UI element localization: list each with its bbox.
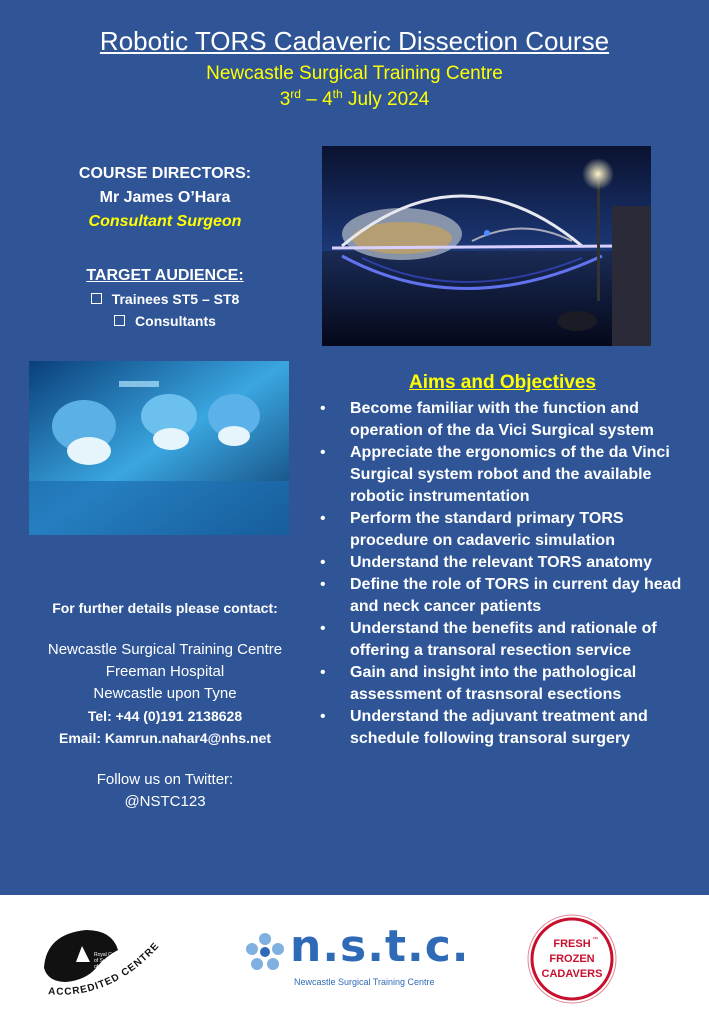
contact-phone: Tel: +44 (0)191 2138628 [87,708,243,724]
director-role: Consultant Surgeon [88,213,242,230]
list-item: • Understand the relevant TORS anatomy [310,552,695,574]
cadaver-line: FROZEN [549,953,595,965]
trademark-mark: ™ [592,937,598,943]
rcs-name-line: of England [94,964,118,970]
cadaver-line: CADAVERS [541,968,603,980]
checkbox-icon [91,293,102,304]
rcs-accredited-logo [36,916,176,1011]
checkbox-icon [114,315,125,326]
date-start-suffix: rd [290,87,301,101]
fresh-frozen-cadavers-logo [522,909,622,1009]
twitter-label: Follow us on Twitter: [96,771,234,788]
contact-details [0,597,330,813]
surgeons-photo [29,361,289,535]
rcs-name-line: Royal College [94,952,126,958]
audience-item [40,310,290,332]
cadaver-line: FRESH [553,938,591,950]
contact-org: Newcastle Surgical Training Centre [47,641,283,658]
footer-logos [0,895,709,1024]
list-item: • Perform the standard primary TORS procedure on cadaveric simulation [310,508,695,552]
surgeons-image [29,361,289,535]
list-item: • Understand the benefits and rationale of offering a transoral resection service [310,618,695,662]
list-item: • Define the role of TORS in current day head and neck cancer patients [310,574,695,618]
contact-city: Newcastle upon Tyne [93,685,237,702]
nstc-caption: Newcastle Surgical Training Centre [294,977,435,987]
contact-heading: For further details please contact: [52,600,278,616]
nstc-logo-text: n.s.t.c. [290,921,470,972]
aims-list [310,398,695,750]
spacer [0,749,330,769]
target-audience [40,264,290,332]
audience-item-label: Consultants [135,313,216,329]
spacer [0,619,330,639]
aims-objectives [310,372,695,750]
date-end-suffix: th [332,87,343,101]
bridge-night-image [322,146,651,346]
rcs-arc-text: ACCREDITED CENTRE [47,940,162,998]
directors-heading: COURSE DIRECTORS: [78,165,252,182]
director-name: Mr James O’Hara [99,189,231,206]
list-item: • Appreciate the ergonomics of the da Vinci Surgical system robot and the available robotic instrumentation [310,442,695,508]
nstc-logo [244,919,470,994]
date-month-year: July 2024 [342,89,430,110]
course-title: Robotic TORS Cadaveric Dissection Course [99,26,610,56]
course-directors [40,162,290,234]
list-item: • Become familiar with the function and operation of the da Vici Surgical system [310,398,695,442]
date-start: 3 [279,89,291,110]
aims-heading: Aims and Objectives [409,372,596,393]
course-dates [0,89,709,111]
audience-heading: TARGET AUDIENCE: [86,267,244,284]
audience-item [40,288,290,310]
twitter-handle: @NSTC123 [124,793,206,810]
contact-hospital: Freeman Hospital [105,663,225,680]
list-item: • Gain and insight into the pathological assessment of trasnsoral esections [310,662,695,706]
bridge-night-photo [322,146,651,346]
audience-item-label: Trainees ST5 – ST8 [111,291,240,307]
list-item: • Understand the adjuvant treatment and schedule following transoral surgery [310,706,695,750]
venue-subtitle: Newcastle Surgical Training Centre [206,63,503,84]
contact-email: Email: Kamrun.nahar4@nhs.net [58,730,272,746]
date-separator: – 4 [300,89,333,110]
flower-icon [244,931,286,973]
rcs-name-line: of Surgeons [94,958,121,964]
